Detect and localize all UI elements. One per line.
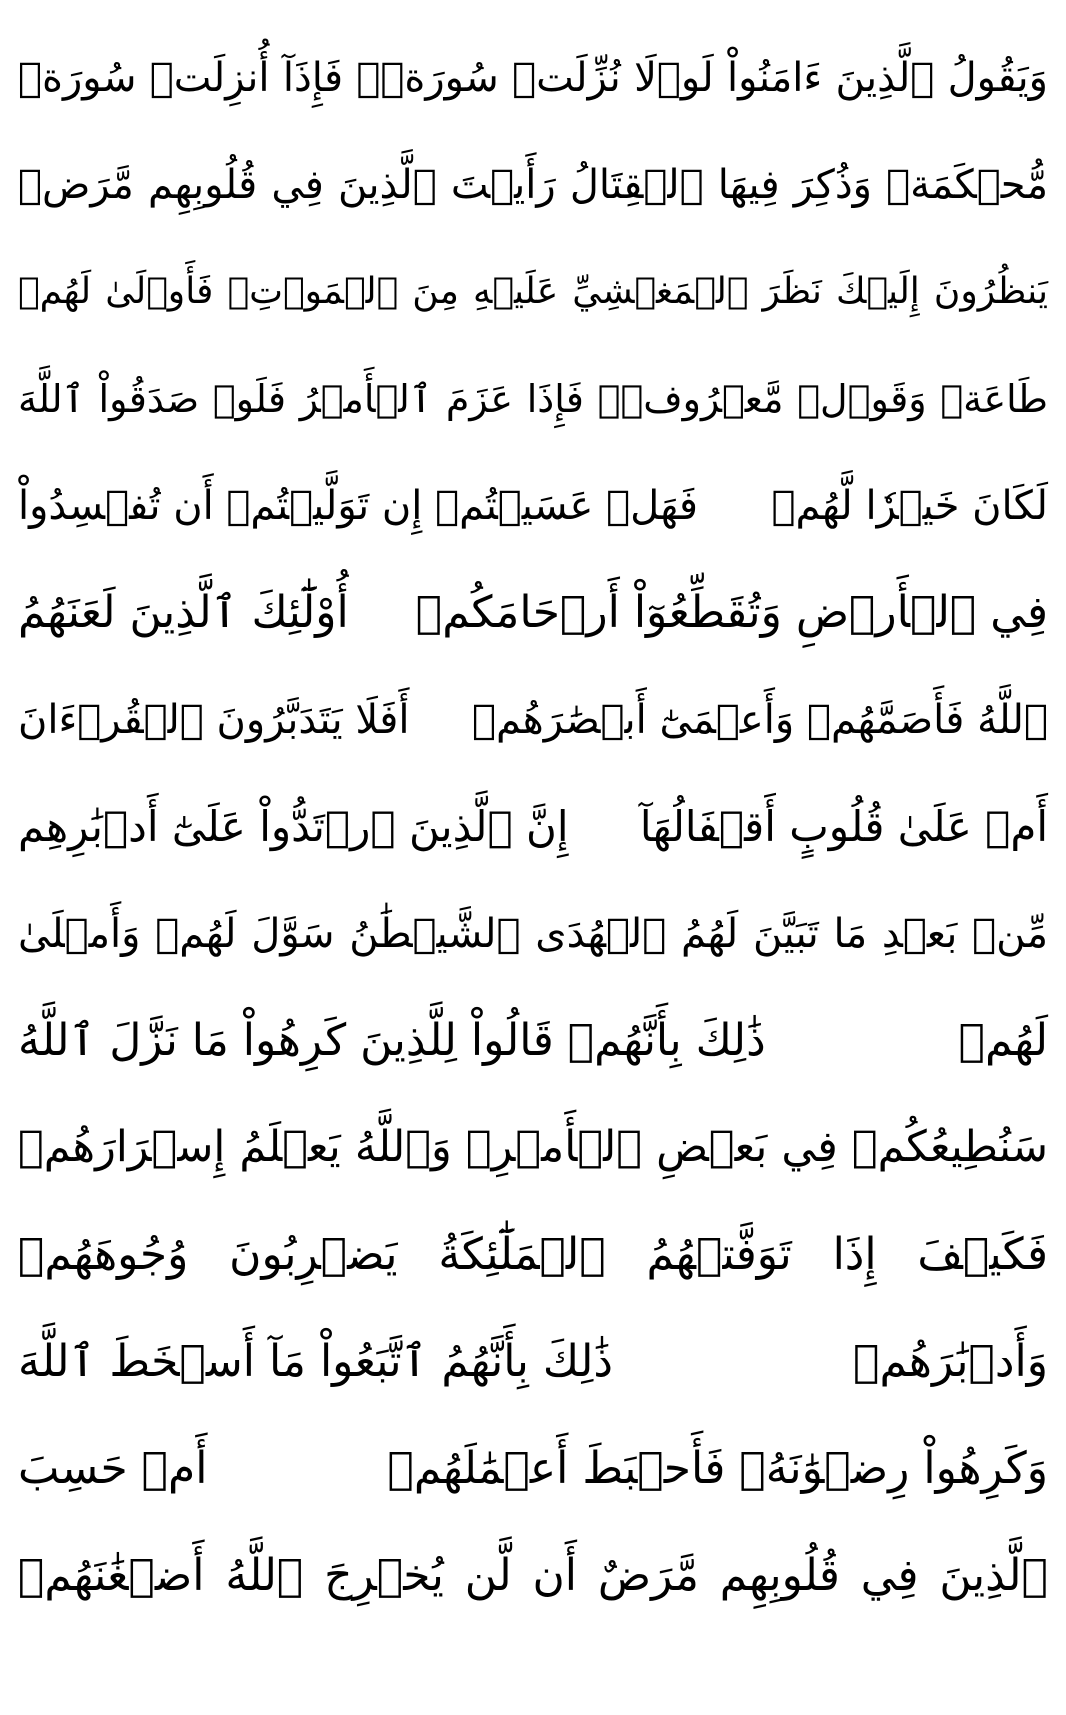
verse-segment: أُوْلَٰٓئِكَ ٱلَّذِينَ لَعَنَهُمُ	[18, 586, 349, 638]
text-line	[18, 666, 1048, 773]
verse-segment: ٱللَّهُ فَأَصَمَّهُمۡ وَأَعۡمَىٰٓ أَبۡصَٰرَهُمۡ	[472, 696, 1048, 743]
verse-segment: أَمۡ عَلَىٰ قُلُوبٍ أَقۡفَالُهَآ	[639, 801, 1048, 851]
verse-segment: سَنُطِيعُكُمۡ فِي بَعۡضِ ٱلۡأَمۡرِۖ وَٱللَّهُ يَعۡلَمُ إِسۡرَارَهُمۡ	[18, 1122, 1048, 1172]
verse-segment: وَيَقُولُ ٱلَّذِينَ ءَامَنُواْ لَوۡلَا نُزِّلَتۡ سُورَةٞۖ فَإِذَآ أُنزِلَتۡ سُورَةٞ	[18, 54, 1048, 101]
verse-segment: مِّنۢ بَعۡدِ مَا تَبَيَّنَ لَهُمُ ٱلۡهُدَى ٱلشَّيۡطَٰنُ سَوَّلَ لَهُمۡ وَأَمۡلَىٰ	[18, 910, 1048, 957]
verse-segment: إِنَّ ٱلَّذِينَ ٱرۡتَدُّواْ عَلَىٰٓ أَدۡبَٰرِهِم	[18, 801, 569, 851]
verse-segment: وَكَرِهُواْ رِضۡوَٰنَهُۥ فَأَحۡبَطَ أَعۡمَٰلَهُمۡ	[387, 1442, 1048, 1494]
text-line	[18, 131, 1048, 238]
text-line	[18, 1308, 1048, 1415]
text-line	[18, 24, 1048, 131]
text-line	[18, 1201, 1048, 1308]
text-line	[18, 1094, 1048, 1201]
verse-segment: لَكَانَ خَيۡرٗا لَّهُمۡ	[771, 482, 1048, 529]
text-line	[18, 1415, 1048, 1522]
verse-segment: لَهُمۡ	[958, 1014, 1048, 1066]
quran-text-block	[18, 0, 1048, 1629]
text-line	[18, 559, 1048, 666]
text-line	[18, 773, 1048, 880]
text-line	[18, 987, 1048, 1094]
verse-segment: فَهَلۡ عَسَيۡتُمۡ إِن تَوَلَّيۡتُمۡ أَن تُفۡسِدُواْ	[18, 482, 698, 529]
text-line	[18, 1522, 1048, 1629]
verse-segment: فِي ٱلۡأَرۡضِ وَتُقَطِّعُوٓاْ أَرۡحَامَكُمۡ	[415, 586, 1048, 638]
verse-segment: مُّحۡكَمَةٞ وَذُكِرَ فِيهَا ٱلۡقِتَالُ رَأَيۡتَ ٱلَّذِينَ فِي قُلُوبِهِم مَّرَضٞ	[18, 161, 1048, 208]
text-line	[18, 452, 1048, 559]
verse-segment: أَمۡ حَسِبَ	[18, 1442, 208, 1494]
text-line	[18, 238, 1048, 345]
verse-segment: يَنظُرُونَ إِلَيۡكَ نَظَرَ ٱلۡمَغۡشِيِّ عَلَيۡهِ مِنَ ٱلۡمَوۡتِۖ فَأَوۡلَىٰ لَهُمۡ	[18, 270, 1048, 312]
text-line	[18, 345, 1048, 452]
verse-segment: فَكَيۡفَ إِذَا تَوَفَّتۡهُمُ ٱلۡمَلَٰٓئِكَةُ يَضۡرِبُونَ وُجُوهَهُمۡ	[18, 1228, 1048, 1280]
verse-segment: ذَٰلِكَ بِأَنَّهُمۡ قَالُواْ لِلَّذِينَ كَرِهُواْ مَا نَزَّلَ ٱللَّهُ	[18, 1014, 766, 1066]
verse-segment: طَاعَةٞ وَقَوۡلٞ مَّعۡرُوفٞۚ فَإِذَا عَزَمَ ٱلۡأَمۡرُ فَلَوۡ صَدَقُواْ ٱللَّهَ	[18, 376, 1048, 421]
verse-segment: ٱلَّذِينَ فِي قُلُوبِهِم مَّرَضٌ أَن لَّن يُخۡرِجَ ٱللَّهُ أَضۡغَٰنَهُمۡ	[18, 1549, 1048, 1601]
verse-segment: ذَٰلِكَ بِأَنَّهُمُ ٱتَّبَعُواْ مَآ أَسۡخَطَ ٱللَّهَ	[18, 1335, 613, 1387]
text-line	[18, 880, 1048, 987]
verse-segment: أَفَلَا يَتَدَبَّرُونَ ٱلۡقُرۡءَانَ	[18, 696, 410, 743]
verse-segment: وَأَدۡبَٰرَهُمۡ	[853, 1335, 1048, 1387]
